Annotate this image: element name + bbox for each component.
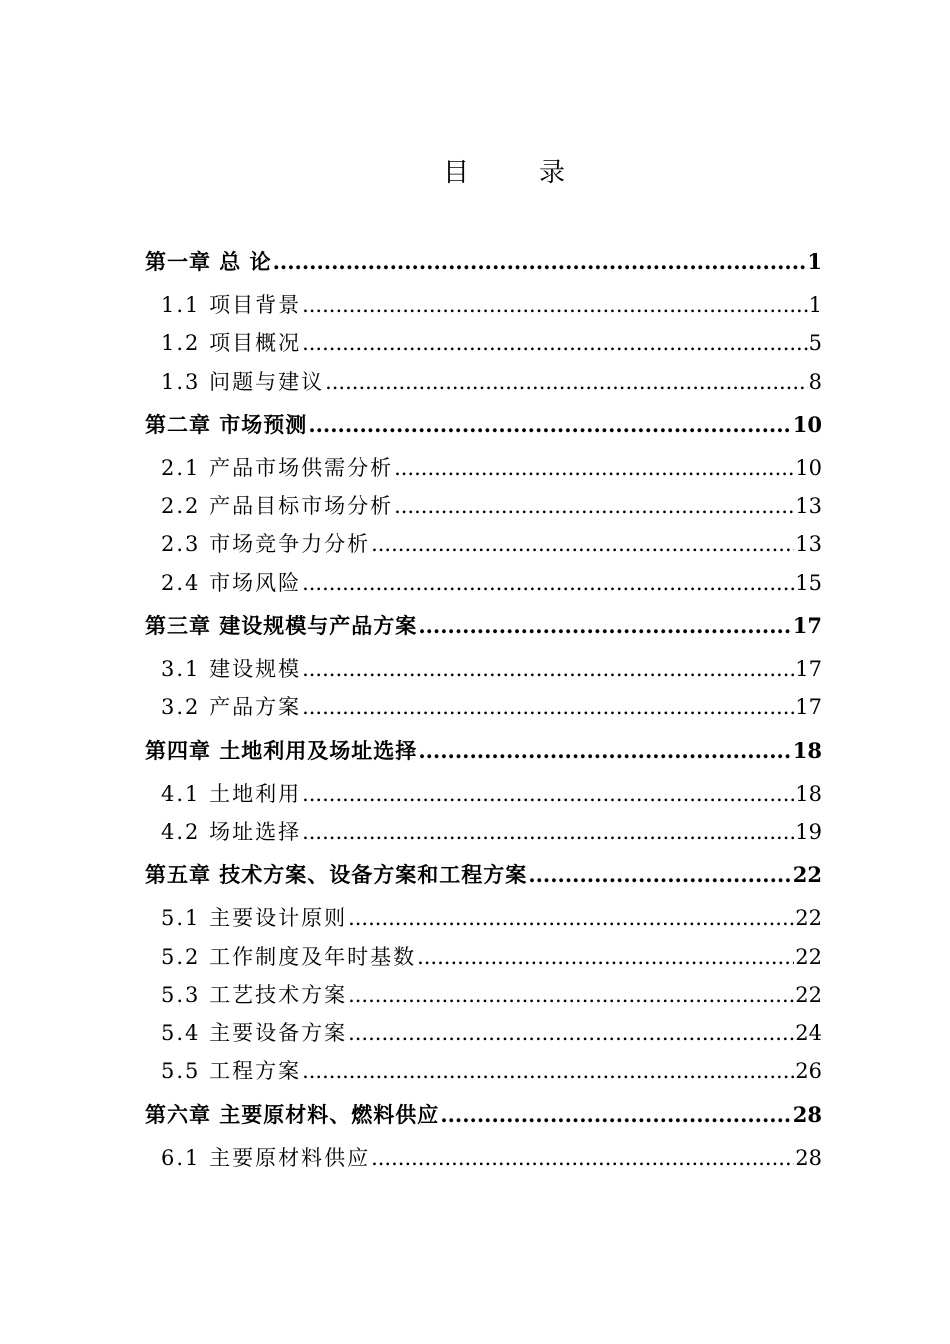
toc-label: 5.2 工作制度及年时基数 — [161, 944, 417, 969]
page-title: 目 录 — [442, 158, 587, 188]
toc-page-number: 28 — [792, 1101, 822, 1127]
leader-dots — [302, 813, 794, 851]
leader-dots — [418, 727, 791, 775]
toc-section-4-2[interactable] — [145, 813, 822, 851]
toc-label: 第二章 市场预测 — [145, 411, 308, 437]
toc-page-number: 24 — [795, 1021, 822, 1046]
toc-chapter-2[interactable] — [145, 401, 822, 449]
toc-page-number: 10 — [792, 411, 822, 437]
toc-label: 3.2 产品方案 — [161, 695, 302, 720]
toc-label: 4.2 场址选择 — [161, 819, 302, 844]
toc-section-5-5[interactable] — [145, 1052, 822, 1090]
toc-chapter-1[interactable] — [145, 238, 822, 286]
leader-dots — [302, 286, 808, 324]
toc-label: 2.3 市场竞争力分析 — [161, 532, 371, 557]
toc-section-5-3[interactable] — [145, 976, 822, 1014]
leader-dots — [302, 324, 808, 362]
leader-dots — [417, 938, 794, 976]
toc-section-2-2[interactable] — [145, 487, 822, 525]
toc-label: 2.1 产品市场供需分析 — [161, 455, 394, 480]
toc-label: 6.1 主要原材料供应 — [161, 1145, 371, 1170]
leader-dots — [325, 363, 808, 401]
toc-page-number: 19 — [795, 819, 822, 844]
leader-dots — [308, 401, 791, 449]
toc-section-5-4[interactable] — [145, 1014, 822, 1052]
toc-label: 2.2 产品目标市场分析 — [161, 494, 394, 519]
toc-section-3-1[interactable] — [145, 650, 822, 688]
toc-section-6-1[interactable] — [145, 1139, 822, 1177]
toc-chapter-5[interactable] — [145, 851, 822, 899]
toc-label: 第四章 土地利用及场址选择 — [145, 737, 418, 763]
toc-page-number: 10 — [795, 455, 822, 480]
toc-section-1-3[interactable] — [145, 363, 822, 401]
leader-dots — [394, 449, 794, 487]
table-of-contents — [145, 238, 822, 1177]
leader-dots — [302, 775, 794, 813]
toc-page-number: 13 — [795, 532, 822, 557]
toc-section-1-2[interactable] — [145, 324, 822, 362]
toc-label: 5.3 工艺技术方案 — [161, 982, 348, 1007]
leader-dots — [528, 851, 791, 899]
toc-section-3-2[interactable] — [145, 688, 822, 726]
toc-section-5-1[interactable] — [145, 899, 822, 937]
toc-page-number: 18 — [795, 781, 822, 806]
toc-section-2-3[interactable] — [145, 525, 822, 563]
toc-section-4-1[interactable] — [145, 775, 822, 813]
toc-chapter-3[interactable] — [145, 602, 822, 650]
leader-dots — [302, 688, 794, 726]
leader-dots — [302, 564, 794, 602]
leader-dots — [348, 1014, 794, 1052]
toc-label: 第三章 建设规模与产品方案 — [145, 613, 418, 639]
toc-label: 3.1 建设规模 — [161, 657, 302, 682]
toc-page-number: 26 — [795, 1059, 822, 1084]
toc-chapter-6[interactable] — [145, 1091, 822, 1139]
toc-chapter-4[interactable] — [145, 727, 822, 775]
toc-page-number: 22 — [795, 982, 822, 1007]
toc-section-2-4[interactable] — [145, 564, 822, 602]
toc-page-number: 28 — [795, 1145, 822, 1170]
toc-page-number: 17 — [792, 613, 822, 639]
toc-label: 5.5 工程方案 — [161, 1059, 302, 1084]
leader-dots — [371, 525, 794, 563]
toc-page-number: 8 — [808, 369, 822, 394]
toc-page-number: 22 — [792, 862, 822, 888]
toc-page-number: 17 — [795, 657, 822, 682]
toc-label: 第一章 总 论 — [145, 249, 272, 274]
toc-page-number: 1 — [807, 249, 822, 274]
toc-label: 第五章 技术方案、设备方案和工程方案 — [145, 862, 528, 888]
leader-dots — [418, 602, 791, 650]
toc-page-number: 13 — [795, 494, 822, 519]
leader-dots — [348, 899, 794, 937]
toc-page-number: 17 — [795, 695, 822, 720]
toc-section-1-1[interactable] — [145, 286, 822, 324]
leader-dots — [302, 1052, 794, 1090]
toc-label: 1.2 项目概况 — [161, 331, 302, 356]
toc-label: 5.4 主要设备方案 — [161, 1021, 348, 1046]
leader-dots — [273, 238, 807, 286]
toc-page-number: 15 — [795, 570, 822, 595]
toc-label: 4.1 土地利用 — [161, 781, 302, 806]
leader-dots — [302, 650, 794, 688]
toc-page-number: 22 — [795, 944, 822, 969]
toc-page-number: 22 — [795, 906, 822, 931]
toc-section-5-2[interactable] — [145, 938, 822, 976]
toc-page-number: 18 — [792, 737, 822, 763]
toc-label: 2.4 市场风险 — [161, 570, 302, 595]
toc-section-2-1[interactable] — [145, 449, 822, 487]
leader-dots — [394, 487, 794, 525]
toc-page-number: 1 — [808, 293, 822, 317]
leader-dots — [440, 1091, 791, 1139]
leader-dots — [371, 1139, 794, 1177]
toc-page-number: 5 — [808, 331, 822, 356]
toc-label: 5.1 主要设计原则 — [161, 906, 348, 931]
toc-label: 1.3 问题与建议 — [161, 369, 325, 394]
toc-label: 第六章 主要原材料、燃料供应 — [145, 1101, 440, 1127]
leader-dots — [348, 976, 794, 1014]
toc-label: 1.1 项目背景 — [161, 293, 302, 317]
